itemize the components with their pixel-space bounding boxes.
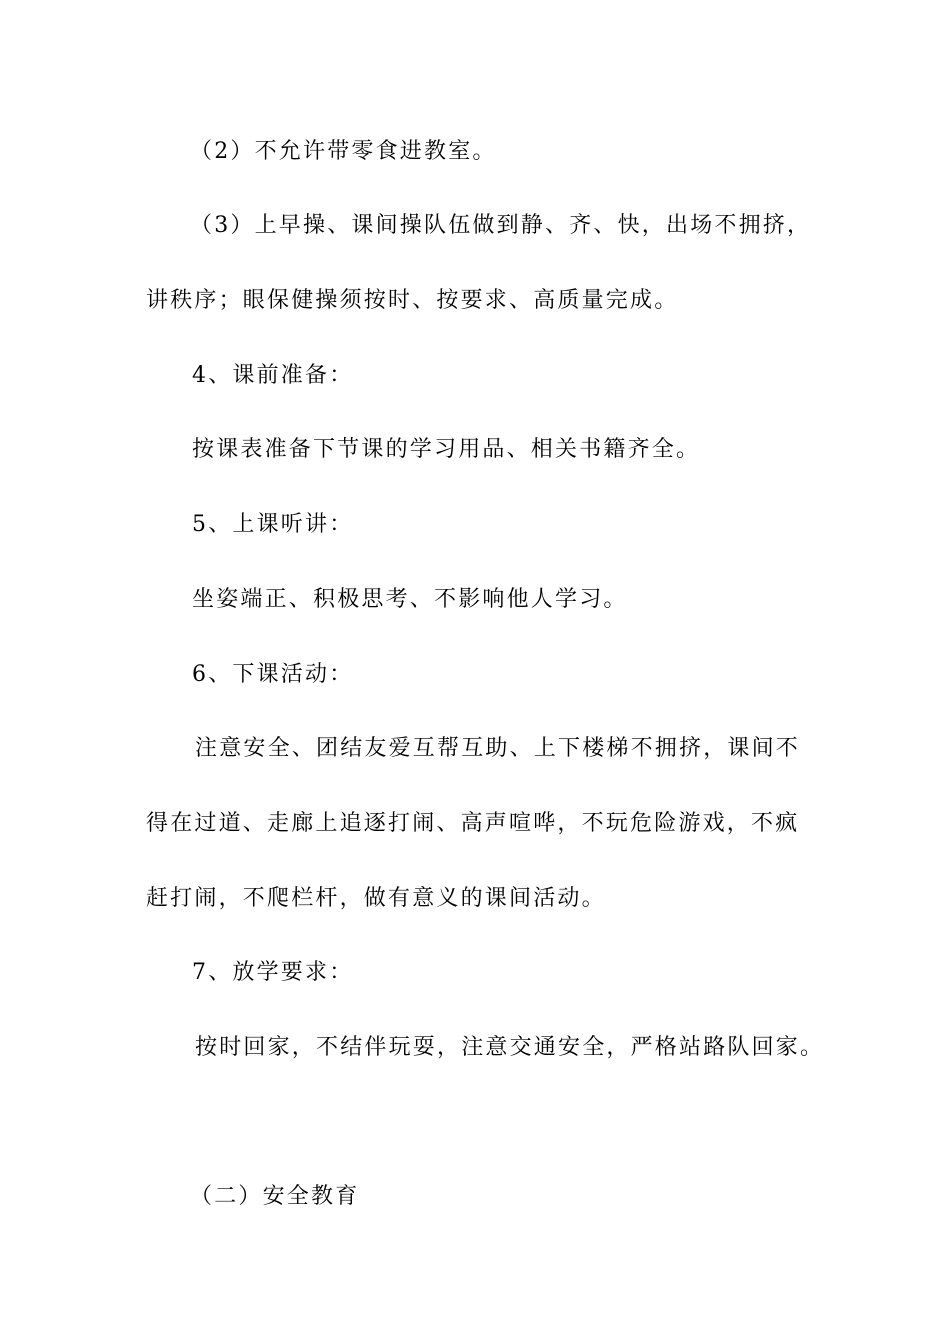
paragraph-rule-2: （2）不允许带零食进教室。 bbox=[190, 139, 497, 164]
paragraph-rule-3: （3）上早操、课间操队伍做到静、齐、快，出场不拥挤， bbox=[190, 213, 812, 238]
paragraph-section-6-line-3: 赶打闹，不爬栏杆，做有意义的课间活动。 bbox=[146, 886, 606, 911]
paragraph-section-4: 按课表准备下节课的学习用品、相关书籍齐全。 bbox=[192, 437, 701, 462]
section-heading-6: 6、下课活动： bbox=[192, 662, 354, 687]
paragraph-section-5: 坐姿端正、积极思考、不影响他人学习。 bbox=[192, 587, 628, 612]
paragraph-section-6-line-2: 得在过道、走廊上追逐打闹、高声喧哗，不玩危险游戏，不疯 bbox=[146, 811, 800, 836]
section-heading-7: 7、放学要求： bbox=[192, 960, 354, 985]
section-heading-4: 4、课前准备： bbox=[192, 363, 354, 388]
section-heading-safety-education: （二）安全教育 bbox=[190, 1184, 360, 1209]
paragraph-rule-3-continued: 讲秩序；眼保健操须按时、按要求、高质量完成。 bbox=[146, 288, 679, 313]
paragraph-section-7: 按时回家，不结伴玩耍，注意交通安全，严格站路队回家。 bbox=[195, 1035, 825, 1060]
section-heading-5: 5、上课听讲： bbox=[192, 512, 354, 537]
paragraph-section-6: 注意安全、团结友爱互帮互助、上下楼梯不拥挤，课间不 bbox=[195, 736, 801, 761]
